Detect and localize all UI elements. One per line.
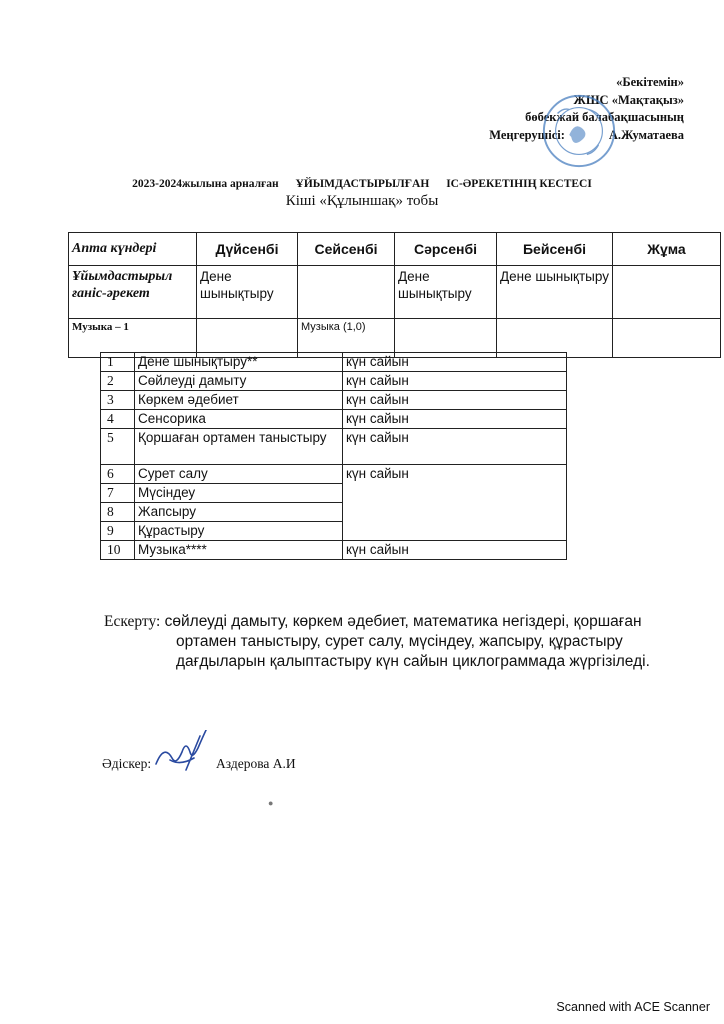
- subject-name: Музыка****: [135, 541, 343, 560]
- methodist-name: Аздерова А.И: [216, 756, 296, 771]
- header-wednesday: Сәрсенбі: [395, 233, 497, 266]
- note-line2: ортамен таныстыру, сурет салу, мүсіндеу, жапсыру, құрастыру: [176, 633, 623, 650]
- subject-number: 3: [101, 391, 135, 410]
- subject-number: 2: [101, 372, 135, 391]
- subject-number: 7: [101, 484, 135, 503]
- subject-number: 9: [101, 522, 135, 541]
- cell-tuesday-activity: [298, 266, 395, 319]
- note-block: [104, 612, 704, 672]
- subject-name: Сурет салу: [135, 465, 343, 484]
- subject-name: Дене шынықтыру**: [135, 353, 343, 372]
- note-label: Ескерту:: [104, 613, 161, 630]
- subject-name: Көркем әдебиет: [135, 391, 343, 410]
- subject-number: 5: [101, 429, 135, 465]
- header-monday: Дүйсенбі: [197, 233, 298, 266]
- methodist-label: Әдіскер:: [102, 756, 152, 771]
- note-text-line1: сөйлеуді дамыту, көркем әдебиет, математика негіздері, қоршаған: [164, 613, 642, 630]
- subject-frequency: күн сайын: [343, 353, 567, 372]
- subject-name: Қоршаған ортамен таныстыру: [135, 429, 343, 465]
- approval-line1: «Бекітемін»: [616, 75, 684, 89]
- row-label-activity: Ұйымдастырыл ғаніс-әрекет: [69, 266, 197, 319]
- cell-monday-activity: Дене шынықтыру: [197, 266, 298, 319]
- note-line3: дағдыларын қалыптастыру күн сайын циклограммада жүргізіледі.: [176, 653, 650, 670]
- weekly-schedule-table: [68, 232, 721, 358]
- subjects-table: [100, 352, 567, 560]
- methodist-signature-line: [102, 756, 296, 772]
- title-part3: ІС-ӘРЕКЕТІНІҢ КЕСТЕСІ: [446, 178, 592, 190]
- header-tuesday: Сейсенбі: [298, 233, 395, 266]
- header-friday: Жұма: [613, 233, 721, 266]
- header-thursday: Бейсенбі: [497, 233, 613, 266]
- subject-frequency: күн сайын: [343, 541, 567, 560]
- header-week-days: Апта күндері: [69, 233, 197, 266]
- subject-number: 10: [101, 541, 135, 560]
- approval-line3: бөбекжай балабақшасының: [525, 110, 684, 124]
- seal-stamp-icon: [540, 92, 618, 170]
- subject-number: 8: [101, 503, 135, 522]
- subject-name: Жапсыру: [135, 503, 343, 522]
- subject-name: Сенсорика: [135, 410, 343, 429]
- signature-icon: [150, 730, 220, 780]
- table-row: [101, 353, 567, 372]
- table-row: [101, 541, 567, 560]
- cell-thursday-activity: Дене шынықтыру: [497, 266, 613, 319]
- table-row: [101, 410, 567, 429]
- cell-wednesday-activity: Дене шынықтыру: [395, 266, 497, 319]
- subject-name: Құрастыру: [135, 522, 343, 541]
- cell-tuesday-music: Музыка (1,0): [298, 319, 395, 358]
- table-row: [101, 429, 567, 465]
- table-row: [101, 372, 567, 391]
- subject-frequency: күн сайын: [343, 429, 567, 465]
- approval-director-name: А.Жуматаева: [608, 127, 684, 142]
- cell-friday-music: [613, 319, 721, 358]
- cell-friday-activity: [613, 266, 721, 319]
- subject-name: Сөйлеуді дамыту: [135, 372, 343, 391]
- note-line1: [104, 612, 704, 632]
- approval-position: Меңгерушісі:: [489, 127, 565, 142]
- schedule-header-row: [69, 233, 721, 266]
- subject-frequency: күн сайын: [343, 410, 567, 429]
- scan-speck-icon: ●: [268, 798, 274, 808]
- title-part2: ҰЙЫМДАСТЫРЫЛҒАН: [295, 178, 430, 190]
- schedule-activity-row: [69, 266, 721, 319]
- subject-number: 4: [101, 410, 135, 429]
- subject-number: 6: [101, 465, 135, 484]
- document-title: [0, 178, 724, 190]
- subject-frequency: күн сайын: [343, 391, 567, 410]
- subject-frequency-merged: күн сайын: [343, 465, 567, 541]
- scanner-watermark: Scanned with ACE Scanner: [556, 1000, 710, 1014]
- table-row: [101, 465, 567, 484]
- subject-frequency: күн сайын: [343, 372, 567, 391]
- approval-line2: ЖШС «Мақтақыз»: [573, 92, 684, 107]
- subject-name: Мүсіндеу: [135, 484, 343, 503]
- title-part1: 2023-2024жылына арналған: [132, 178, 279, 190]
- row-label-music: Музыка – 1: [69, 319, 197, 358]
- subject-number: 1: [101, 353, 135, 372]
- table-row: [101, 391, 567, 410]
- group-subtitle: Кіші «Құлыншақ» тобы: [285, 193, 439, 209]
